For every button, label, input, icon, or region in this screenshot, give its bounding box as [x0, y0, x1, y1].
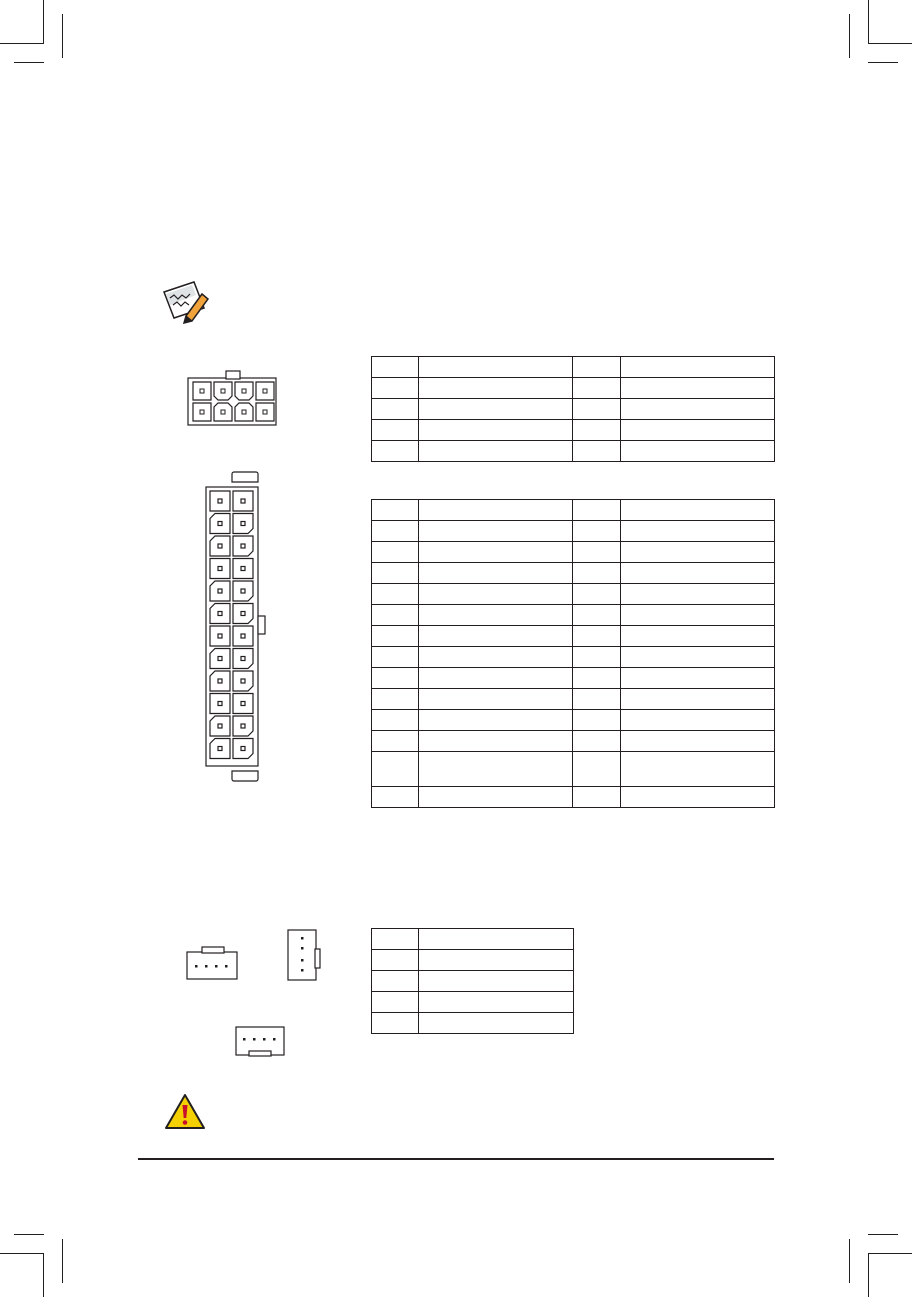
table-row — [372, 521, 775, 542]
atx-main-connector-diagram — [200, 470, 270, 785]
fan-pin-table — [371, 928, 574, 1034]
table-row — [372, 584, 775, 605]
table-row — [372, 950, 574, 971]
crop-mark-bottom-right-h2 — [868, 1234, 898, 1235]
connector-pin-contact — [241, 679, 245, 683]
table-row — [372, 787, 775, 808]
table-row — [372, 542, 775, 563]
crop-mark-top-left-h2 — [14, 62, 44, 63]
connector-pin-contact — [218, 499, 222, 503]
table-row — [372, 929, 574, 950]
fan-header-bottom-key-diagram — [235, 1026, 287, 1058]
table-row — [372, 441, 775, 462]
connector-pin-contact — [241, 657, 245, 661]
crop-mark-bottom-right-v — [868, 1253, 869, 1297]
table-row — [372, 399, 775, 420]
connector-pin-contact — [241, 589, 245, 593]
connector-pin-contact — [218, 544, 222, 548]
atx-12v-connector-diagram — [186, 368, 278, 428]
memo-pencil-icon — [160, 278, 210, 324]
crop-mark-bottom-left-v — [43, 1253, 44, 1297]
table-row — [372, 992, 574, 1013]
connector-pin-contact — [218, 724, 222, 728]
connector-pin-contact — [241, 499, 245, 503]
table-row — [372, 752, 775, 787]
table-row — [372, 357, 775, 378]
table-row — [372, 626, 775, 647]
fan-header-horizontal-diagram — [186, 946, 238, 980]
connector-pin-contact — [218, 702, 222, 706]
connector-pin-contact — [241, 612, 245, 616]
table-row — [372, 731, 775, 752]
connector-pin-contact — [241, 544, 245, 548]
table-row — [372, 500, 775, 521]
table-row — [372, 647, 775, 668]
crop-mark-top-left-v2 — [62, 14, 63, 58]
atx-12v-pin-table — [371, 356, 775, 462]
crop-mark-bottom-left-h — [0, 1253, 44, 1254]
crop-mark-top-right-v — [868, 0, 869, 44]
footer-rule — [138, 1158, 774, 1160]
atx-main-pin-table — [371, 499, 775, 808]
connector-pin-contact — [241, 702, 245, 706]
connector-pin-contact — [218, 634, 222, 638]
connector-pin-contact — [241, 747, 245, 751]
connector-pin-contact — [241, 567, 245, 571]
table-row — [372, 689, 775, 710]
crop-mark-bottom-left-v2 — [62, 1239, 63, 1283]
table-row — [372, 605, 775, 626]
connector-pin-contact — [218, 589, 222, 593]
crop-mark-top-left-h — [0, 43, 44, 44]
crop-mark-bottom-right-v2 — [849, 1239, 850, 1283]
connector-pin-contact — [218, 522, 222, 526]
table-row — [372, 378, 775, 399]
connector-pin-contact — [241, 522, 245, 526]
connector-pin-contact — [241, 724, 245, 728]
connector-pin-contact — [218, 747, 222, 751]
connector-pin-contact — [218, 679, 222, 683]
crop-mark-bottom-right-h — [868, 1253, 912, 1254]
table-row — [372, 563, 775, 584]
crop-mark-top-left-v — [43, 0, 44, 44]
crop-mark-bottom-left-h2 — [14, 1234, 44, 1235]
table-row — [372, 668, 775, 689]
crop-mark-top-right-v2 — [849, 14, 850, 58]
connector-pin-contact — [218, 657, 222, 661]
warning-triangle-icon — [164, 1093, 206, 1131]
table-row — [372, 710, 775, 731]
connector-pin-contact — [218, 567, 222, 571]
crop-mark-top-right-h2 — [868, 62, 898, 63]
crop-mark-top-right-h — [868, 43, 912, 44]
connector-pin-contact — [241, 634, 245, 638]
table-row — [372, 971, 574, 992]
fan-header-vertical-diagram — [287, 929, 321, 981]
table-row — [372, 1013, 574, 1034]
table-row — [372, 420, 775, 441]
connector-pin-contact — [218, 612, 222, 616]
